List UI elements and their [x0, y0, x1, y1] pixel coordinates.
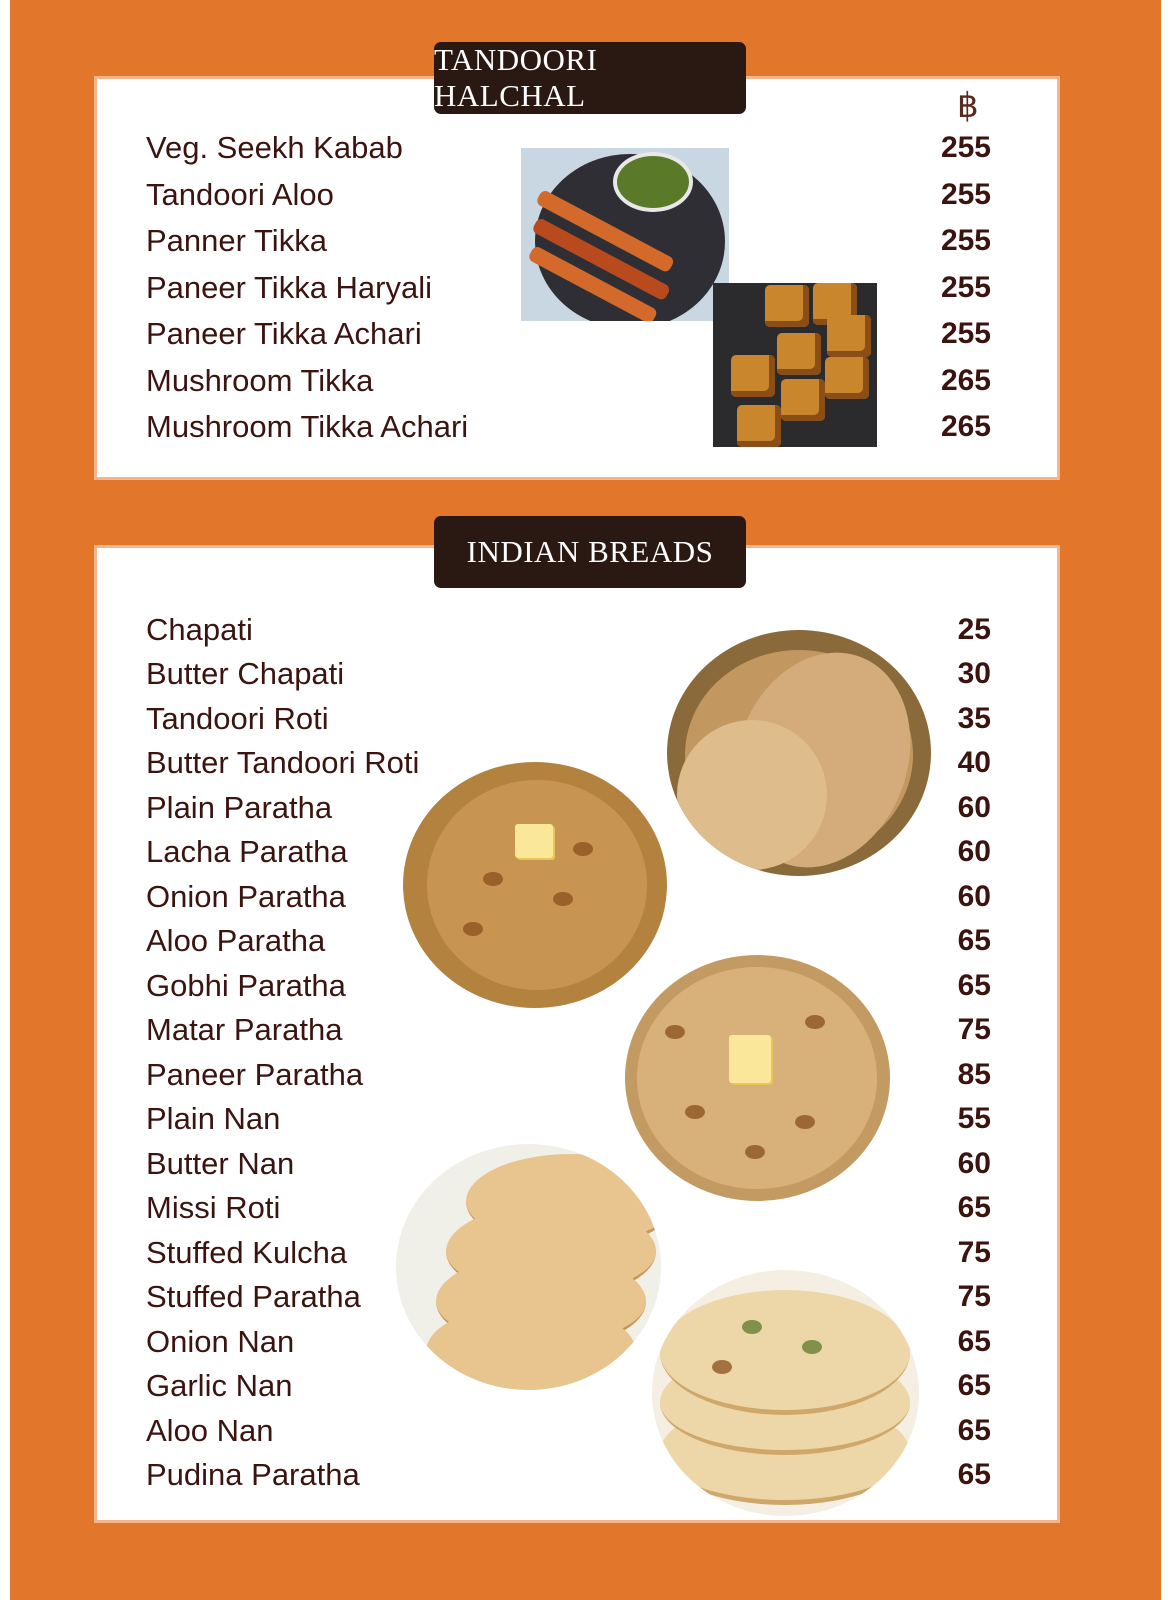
- menu-item-price: 255: [940, 178, 991, 211]
- menu-item-name: Stuffed Paratha: [146, 1279, 361, 1314]
- menu-item-price: 65: [957, 1458, 991, 1491]
- menu-item-name: Paneer Tikka Achari: [146, 316, 422, 351]
- menu-item-name: Onion Nan: [146, 1324, 295, 1359]
- aloo-paratha-photo: [625, 955, 890, 1201]
- menu-item-price: 65: [957, 1369, 991, 1402]
- paneer-tikka-photo: [713, 283, 877, 447]
- menu-item-name: Tandoori Aloo: [146, 177, 334, 212]
- menu-item-name: Plain Paratha: [146, 790, 333, 825]
- section-title-indian-breads: INDIAN BREADS: [434, 516, 746, 588]
- menu-item-price: 265: [940, 364, 991, 397]
- menu-item-name: Aloo Paratha: [146, 923, 326, 958]
- menu-item-price: 265: [940, 410, 991, 443]
- menu-item-name: Paneer Paratha: [146, 1057, 364, 1092]
- menu-item-price: 255: [940, 317, 991, 350]
- menu-item-price: 75: [957, 1013, 991, 1046]
- menu-item-name: Plain Nan: [146, 1101, 281, 1136]
- currency-symbol: ฿: [957, 87, 979, 125]
- menu-item-name: Gobhi Paratha: [146, 968, 346, 1003]
- menu-item-name: Matar Paratha: [146, 1012, 343, 1047]
- menu-item-name: Panner Tikka: [146, 223, 327, 258]
- plain-paratha-photo: [403, 762, 667, 1008]
- menu-item-price: 75: [957, 1280, 991, 1313]
- veg-seekh-kabab-photo: [521, 148, 729, 321]
- menu-item-name: Butter Tandoori Roti: [146, 745, 420, 780]
- menu-item-price: 55: [957, 1102, 991, 1135]
- menu-item-price: 60: [957, 1147, 991, 1180]
- menu-item-price: 65: [957, 1325, 991, 1358]
- menu-item-price: 65: [957, 1414, 991, 1447]
- menu-item-name: Tandoori Roti: [146, 701, 329, 736]
- menu-item-price: 60: [957, 835, 991, 868]
- menu-item-price: 40: [957, 746, 991, 779]
- menu-item-name: Garlic Nan: [146, 1368, 293, 1403]
- menu-item-price: 255: [940, 224, 991, 257]
- menu-item-price: 65: [957, 1191, 991, 1224]
- menu-item-name: Paneer Tikka Haryali: [146, 270, 433, 305]
- menu-item-name: Chapati: [146, 612, 253, 647]
- menu-item-name: Pudina Paratha: [146, 1457, 360, 1492]
- menu-item-price: 65: [957, 924, 991, 957]
- chapati-photo: [667, 630, 931, 876]
- section-title-tandoori-halchal: TANDOORI HALCHAL: [434, 42, 746, 114]
- menu-item-name: Mushroom Tikka: [146, 363, 374, 398]
- menu-item-name: Stuffed Kulcha: [146, 1235, 348, 1270]
- plain-nan-photo: [396, 1144, 661, 1390]
- menu-item-price: 255: [940, 131, 991, 164]
- menu-item-price: 85: [957, 1058, 991, 1091]
- menu-item-price: 30: [957, 657, 991, 690]
- menu-item-price: 75: [957, 1236, 991, 1269]
- menu-item-name: Onion Paratha: [146, 879, 346, 914]
- garlic-nan-photo: [652, 1270, 919, 1516]
- menu-item-name: Mushroom Tikka Achari: [146, 409, 469, 444]
- menu-item-price: 255: [940, 271, 991, 304]
- menu-item-name: Aloo Nan: [146, 1413, 274, 1448]
- menu-item-name: Butter Nan: [146, 1146, 295, 1181]
- menu-item-price: 35: [957, 702, 991, 735]
- menu-item-name: Veg. Seekh Kabab: [146, 130, 403, 165]
- menu-item-price: 60: [957, 880, 991, 913]
- menu-item-price: 65: [957, 969, 991, 1002]
- menu-item-name: Missi Roti: [146, 1190, 281, 1225]
- menu-item-price: 60: [957, 791, 991, 824]
- menu-item-price: 25: [957, 613, 991, 646]
- menu-item-name: Butter Chapati: [146, 656, 345, 691]
- menu-item-name: Lacha Paratha: [146, 834, 348, 869]
